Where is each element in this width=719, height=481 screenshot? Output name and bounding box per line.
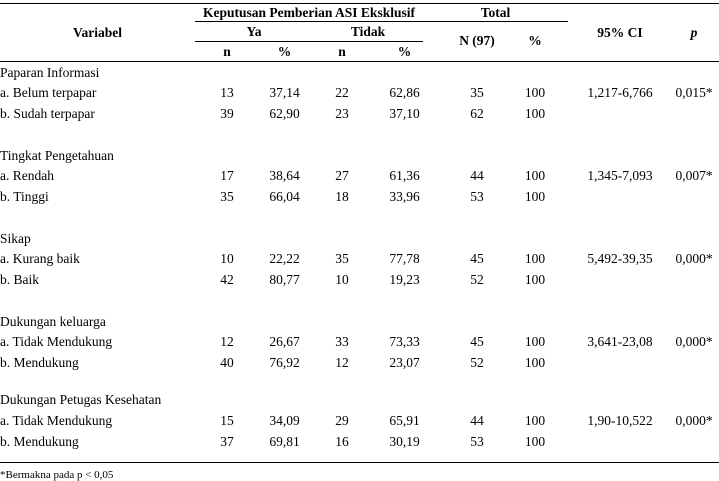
col-header-variabel: Variabel	[72, 25, 122, 40]
cell-total-n: 52	[470, 272, 484, 287]
cell-total-pct: 100	[524, 251, 546, 266]
cell-ya-n: 40	[220, 355, 234, 370]
cell-ya-n: 17	[220, 168, 234, 183]
cell-ci: 5,492-39,35	[587, 251, 653, 266]
cell-tidak-n: 22	[335, 85, 349, 100]
table-footnote: *Bermakna pada p < 0,05	[0, 469, 114, 481]
cell-tidak-n: 16	[335, 434, 349, 449]
cell-ya-n: 13	[220, 85, 234, 100]
cell-ya-n: 39	[220, 106, 234, 121]
table-top-rule	[0, 3, 719, 4]
col-header-p: p	[690, 25, 698, 40]
cell-ya-pct: 62,90	[269, 106, 300, 121]
col-header-ya-pct: %	[277, 44, 292, 59]
cell-ya-n: 42	[220, 272, 234, 287]
cell-ya-pct: 26,67	[269, 334, 300, 349]
row-label: a. Rendah	[0, 168, 54, 183]
cell-tidak-n: 29	[335, 413, 349, 428]
cell-tidak-n: 18	[335, 189, 349, 204]
cell-tidak-n: 12	[335, 355, 349, 370]
cell-tidak-n: 33	[335, 334, 349, 349]
cell-ya-n: 15	[220, 413, 234, 428]
cell-tidak-n: 10	[335, 272, 349, 287]
cell-total-pct: 100	[524, 168, 546, 183]
cell-p: 0,000*	[675, 251, 713, 266]
row-label: b. Sudah terpapar	[0, 106, 95, 121]
col-header-total-pct: %	[528, 33, 542, 48]
group-title: Tingkat Pengetahuan	[0, 148, 114, 163]
cell-total-n: 45	[470, 251, 484, 266]
group-title: Dukungan keluarga	[0, 314, 106, 329]
row-label: b. Tinggi	[0, 189, 49, 204]
group-title: Sikap	[0, 231, 31, 246]
col-header-keputusan: Keputusan Pemberian ASI Eksklusif	[203, 5, 415, 20]
cell-tidak-pct: 23,07	[389, 355, 420, 370]
cell-p: 0,000*	[675, 334, 713, 349]
cell-ya-pct: 22,22	[269, 251, 300, 266]
cell-total-pct: 100	[524, 85, 546, 100]
row-label: a. Tidak Mendukung	[0, 334, 113, 349]
cell-tidak-n: 27	[335, 168, 349, 183]
cell-total-pct: 100	[524, 434, 546, 449]
col-header-n-total: N (97)	[459, 33, 495, 48]
cell-p: 0,007*	[675, 168, 713, 183]
cell-total-n: 44	[470, 168, 484, 183]
cell-ya-pct: 38,64	[269, 168, 300, 183]
col-header-ya: Ya	[246, 24, 262, 39]
col-header-tidak: Tidak	[350, 24, 386, 39]
cell-tidak-pct: 19,23	[389, 272, 420, 287]
table-bottom-rule	[0, 462, 719, 463]
col-header-ci: 95% CI	[597, 25, 643, 40]
cell-total-pct: 100	[524, 413, 546, 428]
cell-ci: 1,90-10,522	[587, 413, 653, 428]
cell-ci: 3,641-23,08	[587, 334, 653, 349]
cell-ya-n: 12	[220, 334, 234, 349]
col-header-tidak-pct: %	[397, 44, 412, 59]
cell-tidak-pct: 30,19	[389, 434, 420, 449]
cell-total-pct: 100	[524, 334, 546, 349]
row-label: b. Mendukung	[0, 355, 79, 370]
cell-tidak-pct: 37,10	[389, 106, 420, 121]
row-label: b. Baik	[0, 272, 39, 287]
cell-total-pct: 100	[524, 106, 546, 121]
cell-total-n: 53	[470, 434, 484, 449]
cell-total-n: 52	[470, 355, 484, 370]
row-label: b. Mendukung	[0, 434, 79, 449]
cell-ya-n: 35	[220, 189, 234, 204]
cell-ya-pct: 80,77	[269, 272, 300, 287]
cell-total-n: 35	[470, 85, 484, 100]
cell-p: 0,000*	[675, 413, 713, 428]
cell-ya-pct: 76,92	[269, 355, 300, 370]
cell-tidak-pct: 65,91	[389, 413, 420, 428]
cell-ya-n: 10	[220, 251, 234, 266]
cell-total-n: 44	[470, 413, 484, 428]
cell-tidak-n: 35	[335, 251, 349, 266]
col-header-ya-n: n	[223, 44, 231, 59]
cell-tidak-n: 23	[335, 106, 349, 121]
cell-tidak-pct: 77,78	[389, 251, 420, 266]
col-header-tidak-n: n	[338, 44, 346, 59]
cell-ya-n: 37	[220, 434, 234, 449]
cell-ya-pct: 37,14	[269, 85, 300, 100]
cell-ci: 1,345-7,093	[587, 168, 653, 183]
cell-total-n: 62	[470, 106, 484, 121]
cell-total-n: 45	[470, 334, 484, 349]
row-label: a. Kurang baik	[0, 251, 80, 266]
cell-total-pct: 100	[524, 355, 546, 370]
subgroup-header-rule	[195, 41, 423, 42]
cell-ya-pct: 34,09	[269, 413, 300, 428]
cell-tidak-pct: 61,36	[389, 168, 420, 183]
cell-tidak-pct: 33,96	[389, 189, 420, 204]
group-title: Paparan Informasi	[0, 65, 100, 80]
cell-total-pct: 100	[524, 272, 546, 287]
row-label: a. Belum terpapar	[0, 85, 97, 100]
cell-total-n: 53	[470, 189, 484, 204]
group-header-rule	[195, 21, 568, 22]
cell-total-pct: 100	[524, 189, 546, 204]
col-header-total: Total	[480, 5, 511, 20]
cell-ya-pct: 66,04	[269, 189, 300, 204]
header-bottom-rule	[0, 61, 719, 62]
cell-p: 0,015*	[675, 85, 713, 100]
group-title: Dukungan Petugas Kesehatan	[0, 392, 162, 407]
cell-tidak-pct: 62,86	[389, 85, 420, 100]
cell-tidak-pct: 73,33	[389, 334, 420, 349]
row-label: a. Tidak Mendukung	[0, 413, 113, 428]
cell-ci: 1,217-6,766	[587, 85, 653, 100]
cell-ya-pct: 69,81	[269, 434, 300, 449]
